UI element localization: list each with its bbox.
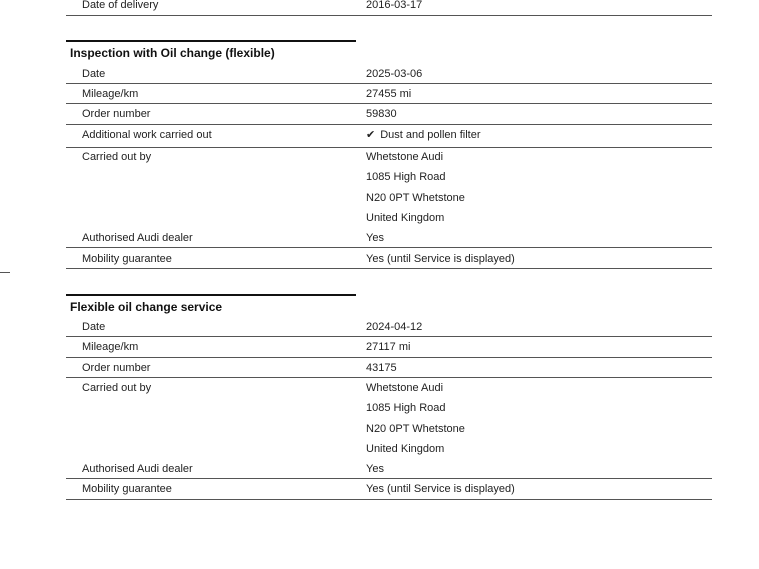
date-value: 2025-03-06 [366, 68, 423, 80]
table-row-date [66, 67, 712, 84]
carried-out-by-label: Carried out by [82, 382, 152, 394]
mobility-value: Yes (until Service is displayed) [366, 483, 515, 495]
order-label: Order number [82, 362, 151, 374]
table-row-additional-work [66, 128, 712, 148]
order-value: 59830 [366, 108, 397, 120]
table-row-date [66, 320, 712, 337]
carried-out-by-value [366, 381, 465, 462]
table-row-carried-out-by [66, 150, 712, 248]
table-row-carried-out-by [66, 381, 712, 479]
mileage-label: Mileage/km [82, 88, 139, 100]
authorised-dealer-label: Authorised Audi dealer [82, 463, 193, 475]
section-title: Inspection with Oil change (flexible) [66, 40, 356, 61]
mobility-value: Yes (until Service is displayed) [366, 253, 515, 265]
table-row-mileage [66, 340, 712, 358]
dealer-postcode-city: N20 0PT Whetstone [366, 191, 465, 204]
dealer-name: Whetstone Audi [366, 382, 444, 394]
table-row-mobility [66, 252, 712, 269]
carried-out-by-value [366, 150, 465, 231]
checkmark-icon: ✔ [366, 129, 376, 141]
mobility-label: Mobility guarantee [82, 483, 172, 495]
authorised-dealer-label: Authorised Audi dealer [82, 232, 193, 244]
delivery-date-value: 2016-03-17 [366, 0, 423, 11]
additional-work-label: Additional work carried out [82, 129, 212, 141]
page-edge-mark [0, 272, 10, 273]
table-row-mileage [66, 87, 712, 104]
dealer-street: 1085 High Road [366, 402, 446, 415]
mileage-value: 27117 mi [366, 341, 411, 353]
mileage-value: 27455 mi [366, 88, 412, 100]
table-row-order [66, 361, 712, 378]
table-row-mobility [66, 482, 712, 500]
mobility-label: Mobility guarantee [82, 253, 172, 265]
date-value: 2024-04-12 [366, 321, 423, 333]
order-value: 43175 [366, 362, 397, 374]
authorised-dealer-value: Yes [366, 232, 384, 244]
dealer-name: Whetstone Audi [366, 151, 444, 163]
additional-work-text: Dust and pollen filter [380, 129, 481, 141]
mileage-label: Mileage/km [82, 341, 139, 353]
delivery-date-label: Date of delivery [82, 0, 159, 11]
table-row-order [66, 107, 712, 125]
additional-work-value [366, 128, 481, 142]
dealer-street: 1085 High Road [366, 171, 446, 184]
delivery-date-row [66, 0, 712, 16]
order-label: Order number [82, 108, 151, 120]
dealer-country: United Kingdom [366, 211, 445, 224]
dealer-country: United Kingdom [366, 442, 445, 455]
carried-out-by-label: Carried out by [82, 151, 152, 163]
date-label: Date [82, 68, 106, 80]
section-title: Flexible oil change service [66, 294, 356, 315]
authorised-dealer-value: Yes [366, 463, 384, 475]
date-label: Date [82, 321, 106, 333]
dealer-postcode-city: N20 0PT Whetstone [366, 422, 465, 435]
